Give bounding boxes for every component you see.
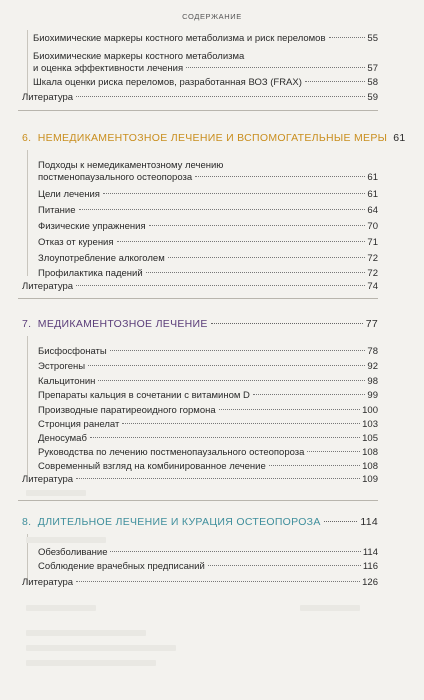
toc-entry-title: Подходы к немедикаментозному лечению [38,160,224,171]
toc-entry-title: Литература [22,577,74,588]
section-divider [18,298,378,299]
toc-entry-title: Физические упражнения [38,221,146,232]
bleed-through [26,490,86,496]
toc-entry-title: постменопаузального остеопороза [38,172,193,183]
toc-entry-title: Производные паратиреоидного гормона [38,405,216,416]
dot-leader [76,580,360,582]
toc-entry-page: 108 [362,461,378,472]
toc-entry-page: 78 [367,346,378,357]
bleed-through [26,537,106,543]
dot-leader [168,256,366,258]
toc-entry-title: Цели лечения [38,189,100,200]
dot-leader [253,393,366,395]
toc-entry[interactable] [38,172,378,184]
toc-entry[interactable] [38,561,378,573]
chapter-page: 114 [360,516,378,528]
toc-entry[interactable] [38,461,378,473]
dot-leader [195,175,365,177]
toc-entry-page: 71 [367,237,378,248]
toc-entry[interactable] [38,547,378,559]
toc-entry[interactable] [33,63,378,75]
dot-leader [88,364,365,366]
chapter-title: НЕМЕДИКАМЕНТОЗНОЕ ЛЕЧЕНИЕ И ВСПОМОГАТЕЛЬНЫЕ МЕРЫ [37,132,388,144]
toc-entry[interactable] [38,376,378,388]
toc-entry-page: 92 [367,361,378,372]
dot-leader [307,450,360,452]
toc-entry-title: Биохимические маркеры костного метаболизма и риск переломов [33,33,326,44]
toc-entry-title: Отказ от курения [38,237,114,248]
dot-leader [324,520,358,522]
toc-entry-page: 108 [362,447,378,458]
toc-entry-title: Биохимические маркеры костного метаболизма [33,51,245,62]
toc-entry[interactable] [38,346,378,358]
toc-entry-page: 100 [362,405,378,416]
dot-leader [219,408,361,410]
toc-entry[interactable] [38,433,378,445]
toc-entry[interactable] [38,447,378,459]
toc-literature[interactable] [22,474,378,486]
toc-entry[interactable] [38,361,378,373]
chapter-heading[interactable] [22,132,406,145]
toc-entry-page: 70 [367,221,378,232]
toc-entry-page: 74 [367,281,378,292]
toc-entry-page: 99 [367,390,378,401]
dot-leader [110,349,366,351]
toc-entry-title: Литература [22,92,74,103]
toc-entry-page: 126 [362,577,378,588]
toc-entry-page: 72 [367,268,378,279]
dot-leader [211,322,363,324]
dot-leader [186,66,365,68]
toc-entry-page: 98 [367,376,378,387]
dot-leader [103,192,365,194]
dot-leader [149,224,366,226]
toc-entry-page: 105 [362,433,378,444]
section-bar [27,30,28,96]
toc-entry-page: 103 [362,419,378,430]
toc-literature[interactable] [22,577,378,589]
toc-literature[interactable] [22,92,378,104]
toc-entry-title: Эстрогены [38,361,86,372]
bleed-through [26,605,96,611]
dot-leader [208,564,361,566]
dot-leader [76,477,360,479]
toc-entry-title: Шкала оценки риска переломов, разработанная ВОЗ (FRAX) [33,77,302,88]
chapter-page: 77 [365,318,378,330]
toc-entry-title: Деносумаб [38,433,87,444]
dot-leader [117,240,366,242]
dot-leader [305,80,366,82]
toc-literature[interactable] [22,281,378,293]
chapter-number: 6. [22,132,32,144]
section-bar [27,150,28,276]
toc-entry-title: Профилактика падений [38,268,143,279]
dot-leader [329,36,366,38]
dot-leader [98,379,365,381]
section-bar [27,336,28,476]
chapter-heading[interactable] [22,318,378,331]
toc-entry[interactable] [38,405,378,417]
running-header: СОДЕРЖАНИЕ [182,12,242,21]
toc-entry[interactable] [38,419,378,431]
dot-leader [269,464,360,466]
toc-entry-title: Злоупотребление алкоголем [38,253,165,264]
toc-entry[interactable] [33,77,378,89]
chapter-page: 61 [393,132,406,144]
section-divider [18,500,378,501]
toc-entry-title: Современный взгляд на комбинированное лечение [38,461,266,472]
toc-entry[interactable] [38,268,378,280]
toc-entry-title: Обезболивание [38,547,108,558]
dot-leader [76,95,365,97]
toc-entry-page: 61 [367,189,378,200]
toc-entry-title: Руководства по лечению постменопаузального остеопороза [38,447,305,458]
toc-entry-page: 64 [367,205,378,216]
toc-entry[interactable] [38,221,378,233]
toc-entry-title: Стронция ранелат [38,419,120,430]
toc-entry-page: 59 [367,92,378,103]
toc-entry-page: 58 [367,77,378,88]
bleed-through [26,630,146,636]
toc-entry-title: Кальцитонин [38,376,96,387]
dot-leader [76,284,365,286]
toc-entry-title: Препараты кальция в сочетании с витамином D [38,390,250,401]
toc-entry-page: 72 [367,253,378,264]
chapter-number: 7. [22,318,32,330]
dot-leader [122,422,360,424]
toc-entry[interactable] [33,33,378,45]
chapter-number: 8. [22,516,32,528]
toc-entry-title: Соблюдение врачебных предписаний [38,561,205,572]
toc-entry-page: 61 [367,172,378,183]
bleed-through [300,605,360,611]
dot-leader [90,436,360,438]
toc-entry-title: Бисфосфонаты [38,346,107,357]
dot-leader [146,271,366,273]
toc-entry-page: 109 [362,474,378,485]
chapter-heading[interactable] [22,516,378,529]
toc-entry-page: 57 [367,63,378,74]
toc-entry-title: и оценка эффективности лечения [33,63,184,74]
toc-entry[interactable] [38,253,378,265]
toc-entry[interactable] [38,205,378,217]
toc-entry[interactable] [38,390,378,402]
toc-entry[interactable] [38,189,378,201]
bleed-through [26,660,156,666]
toc-entry-page: 114 [362,547,378,558]
dot-leader [79,208,366,210]
section-divider [18,110,378,111]
chapter-title: МЕДИКАМЕНТОЗНОЕ ЛЕЧЕНИЕ [37,318,208,330]
chapter-title: ДЛИТЕЛЬНОЕ ЛЕЧЕНИЕ И КУРАЦИЯ ОСТЕОПОРОЗА [37,516,321,528]
toc-entry-title: Литература [22,474,74,485]
toc-entry-title: Питание [38,205,76,216]
toc-entry-title: Литература [22,281,74,292]
bleed-through [26,645,176,651]
toc-entry-page: 55 [367,33,378,44]
dot-leader [110,550,360,552]
toc-entry[interactable] [38,237,378,249]
toc-entry-page: 116 [362,561,378,572]
